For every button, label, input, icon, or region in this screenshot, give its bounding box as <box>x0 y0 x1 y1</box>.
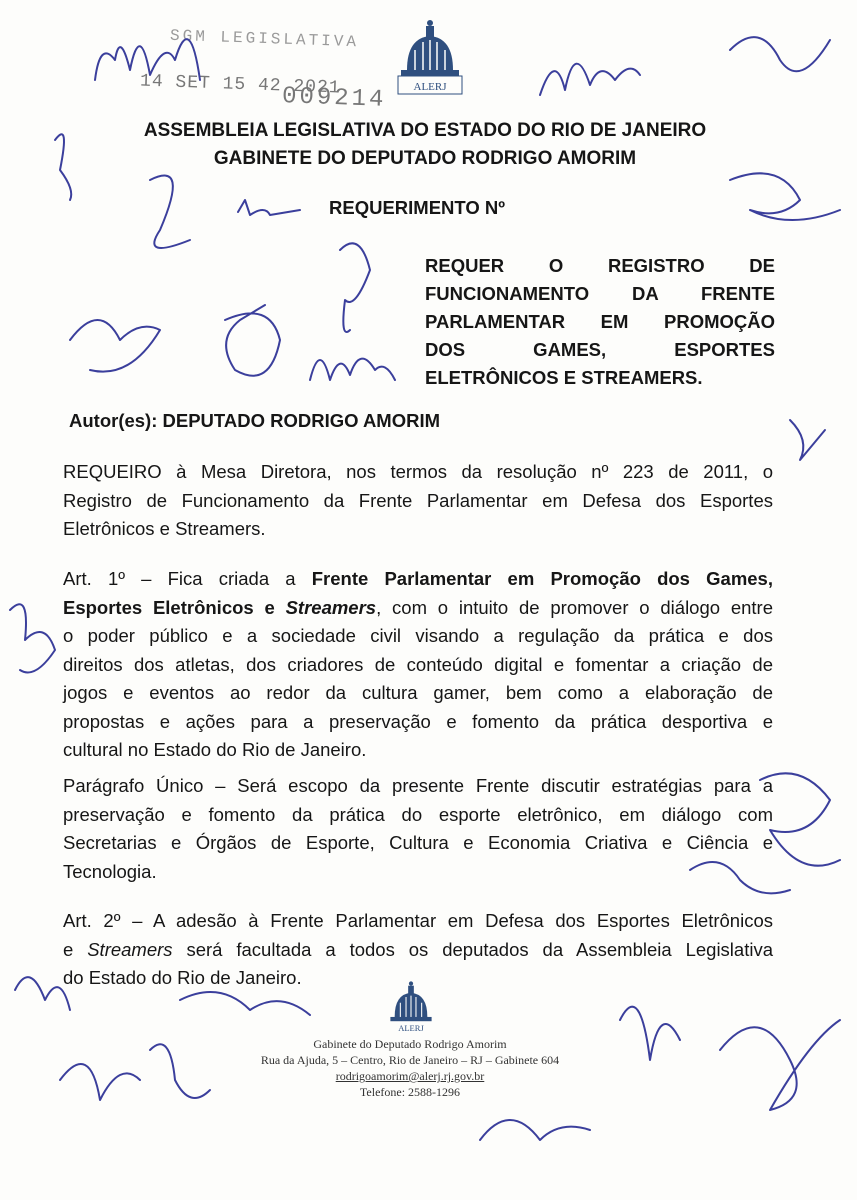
footer-office: Gabinete do Deputado Rodrigo Amorim <box>313 1037 507 1051</box>
text-line <box>63 565 773 594</box>
signature-middle-2 <box>310 359 395 380</box>
ementa-line: DOS GAMES, ESPORTES <box>425 339 775 360</box>
art1-bold-continuation: Esportes Eletrônicos e <box>63 596 286 618</box>
paragrafo-unico <box>63 772 773 886</box>
text-line: propostas e ações para a preservação e fomento da prática desportiva e <box>63 710 773 732</box>
footer-contact <box>220 1036 600 1100</box>
art2-pre: e <box>63 938 88 960</box>
text-line: preservação e fomento da prática do esporte eletrônico, em diálogo com <box>63 803 773 825</box>
text-line: Parágrafo Único – Será escopo da presente Frente discutir estratégias para a <box>63 775 773 796</box>
ementa-block <box>425 252 775 392</box>
art1-bold-title: Frente Parlamentar em Promoção dos Games, <box>311 568 773 589</box>
dome-icon <box>395 18 465 100</box>
art1-after: , com o intuito de promover o diálogo entre <box>376 596 773 618</box>
ementa-line: REQUER O REGISTRO DE <box>425 255 775 276</box>
signature-left-2 <box>150 176 190 248</box>
text-line: do Estado do Rio de Janeiro. <box>63 967 302 988</box>
dome-icon <box>386 980 436 1034</box>
author-line: Autor(es): DEPUTADO RODRIGO AMORIM <box>69 410 441 431</box>
text-line: Art. 2º – A adesão à Frente Parlamentar em Defesa dos Esportes Eletrônicos <box>63 910 773 931</box>
protocol-stamp-number: 009214 <box>281 83 387 114</box>
text-line: jogos e eventos ao redor da cultura gamer, bem como a elaboração de <box>63 682 773 703</box>
text-line: REQUEIRO à Mesa Diretora, nos termos da resolução nº 223 de 2011, o <box>63 461 773 482</box>
signature-circle <box>225 305 280 376</box>
text-line <box>63 936 773 965</box>
protocol-stamp-date: 14 SET 15 42 2021 <box>139 71 341 99</box>
signature-left-lower <box>15 977 70 1010</box>
signature-middle <box>340 243 370 332</box>
text-line: Registro de Funcionamento da Frente Parlamentar em Defesa dos Esportes <box>63 489 773 511</box>
svg-text:ALERJ: ALERJ <box>398 1023 424 1034</box>
paragraph-request <box>63 458 773 544</box>
header-line-assembly: ASSEMBLEIA LEGISLATIVA DO ESTADO DO RIO DE JANEIRO <box>143 120 707 141</box>
requerimento-title: REQUERIMENTO Nº <box>329 197 506 218</box>
signature-right-margin <box>790 420 825 460</box>
signature-left-3 <box>70 320 160 372</box>
art1-italic-streamers: Streamers <box>285 596 377 618</box>
ementa-line: PARLAMENTAR EM PROMOÇÃO <box>425 311 775 332</box>
footer-email-link[interactable]: rodrigoamorim@alerj.rj.gov.br <box>335 1069 485 1083</box>
alerj-logo-top <box>395 18 465 105</box>
signature-bottom-3 <box>480 1120 590 1140</box>
text-line: cultural no Estado do Rio de Janeiro. <box>63 739 367 760</box>
signature-small-1 <box>238 200 300 215</box>
text-line: Tecnologia. <box>63 860 157 882</box>
signature-bottom-left-2 <box>60 1064 140 1100</box>
alerj-logo-bottom <box>386 980 436 1039</box>
signature-left-1 <box>55 134 71 200</box>
signature-bottom-2 <box>150 1044 210 1098</box>
signature-bottom-far-right <box>720 1020 840 1110</box>
svg-text:ALERJ: ALERJ <box>413 81 447 93</box>
footer-address: Rua da Ajuda, 5 – Centro, Rio de Janeiro – RJ – Gabinete 604 <box>260 1053 560 1067</box>
text-line: direitos dos atletas, dos criadores de conteúdo digital e fomentar a criação de <box>63 653 773 675</box>
signature-bottom-1 <box>180 992 310 1015</box>
text-line: Secretarias e Órgãos de Esporte, Cultura e Economia Criativa e Ciência e <box>63 832 773 853</box>
art1-prefix: Art. 1º – Fica criada a <box>63 568 312 589</box>
art2-post: será facultada a todos os deputados da Assembleia Legislativa <box>172 938 773 960</box>
art2-italic-streamers: Streamers <box>87 938 173 960</box>
ementa-line: ELETRÔNICOS E STREAMERS. <box>425 367 703 388</box>
signature-top-right <box>540 64 640 95</box>
text-line: Eletrônicos e Streamers. <box>63 518 266 539</box>
footer-phone: Telefone: 2588-1296 <box>359 1085 461 1099</box>
signature-bottom-right <box>620 1007 680 1060</box>
article-1 <box>63 565 773 765</box>
header-line-office: GABINETE DO DEPUTADO RODRIGO AMORIM <box>213 148 637 169</box>
protocol-stamp-header: SGM LEGISLATIVA <box>169 26 360 52</box>
text-line <box>63 594 773 623</box>
ementa-line: FUNCIONAMENTO DA FRENTE <box>425 283 775 304</box>
signature-right-corner <box>730 37 830 71</box>
signature-right-1 <box>730 173 840 220</box>
text-line: o poder público e a sociedade civil visando a regulação da prática e dos <box>63 625 773 646</box>
signature-left-margin <box>10 604 55 672</box>
